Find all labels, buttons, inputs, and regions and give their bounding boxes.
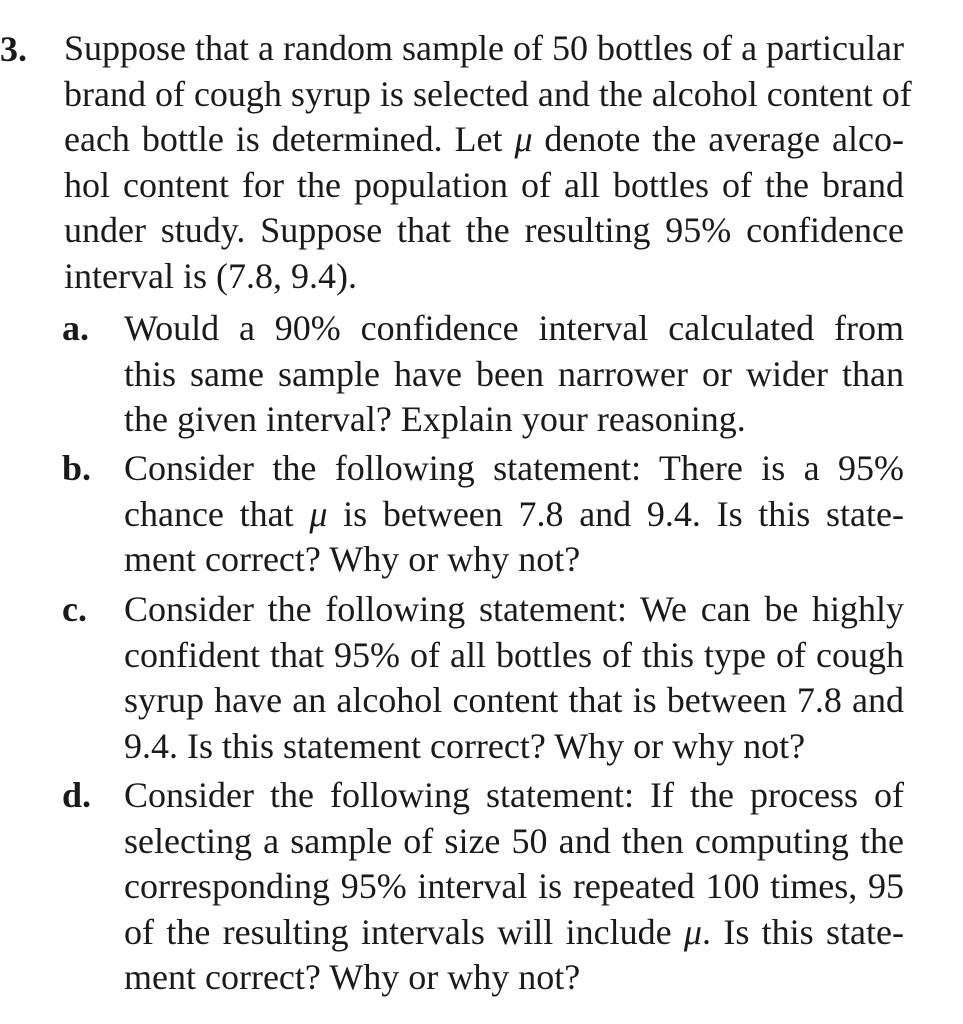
part-label: d. xyxy=(62,775,92,815)
mu-symbol: μ xyxy=(683,911,702,952)
part-label: a. xyxy=(62,308,89,348)
part-text xyxy=(124,306,904,443)
problem-number: 3. xyxy=(0,29,27,69)
part-text xyxy=(124,773,904,1001)
stem-line: each bottle is determined. Let μ denote the average alco- xyxy=(64,119,904,160)
part-text xyxy=(124,446,904,583)
mu-symbol: μ xyxy=(514,119,533,160)
part-line: confident that 95% of all bottles of this type of cough xyxy=(124,634,904,675)
stem-line: brand of cough syrup is selected and the alcohol content of xyxy=(64,73,912,114)
part-line: ment correct? Why or why not? xyxy=(124,957,581,998)
problem-stem xyxy=(64,26,912,300)
part-line: of the resulting intervals will include μ. Is this state- xyxy=(124,911,904,952)
part-label: b. xyxy=(62,448,92,488)
part-line: Would a 90% confidence interval calculated from xyxy=(124,308,904,348)
stem-line: hol content for the population of all bottles of the brand xyxy=(64,164,904,205)
part-line: syrup have an alcohol content that is between 7.8 and xyxy=(124,680,904,721)
part-line: Consider the following statement: We can be highly xyxy=(124,589,904,629)
part-line: Consider the following statement: There is a 95% xyxy=(124,448,904,488)
stem-line: under study. Suppose that the resulting 95% confidence xyxy=(64,210,904,251)
part-line: chance that μ is between 7.8 and 9.4. Is this state- xyxy=(124,493,904,534)
part-text xyxy=(124,587,904,769)
stem-line: Suppose that a random sample of 50 bottles of a particular xyxy=(64,28,904,68)
stem-line: interval is (7.8, 9.4). xyxy=(64,255,357,296)
mu-symbol: μ xyxy=(309,493,328,534)
part-line: this same sample have been narrower or wider than xyxy=(124,353,904,394)
part-line: the given interval? Explain your reasoning. xyxy=(124,399,746,440)
part-line: corresponding 95% interval is repeated 100 times, 95 xyxy=(124,866,904,907)
part-line: selecting a sample of size 50 and then computing the xyxy=(124,820,904,861)
part-line: ment correct? Why or why not? xyxy=(124,539,581,580)
part-line: Consider the following statement: If the process of xyxy=(124,775,904,815)
part-line: 9.4. Is this statement correct? Why or why not? xyxy=(124,725,806,766)
part-label: c. xyxy=(62,589,87,629)
